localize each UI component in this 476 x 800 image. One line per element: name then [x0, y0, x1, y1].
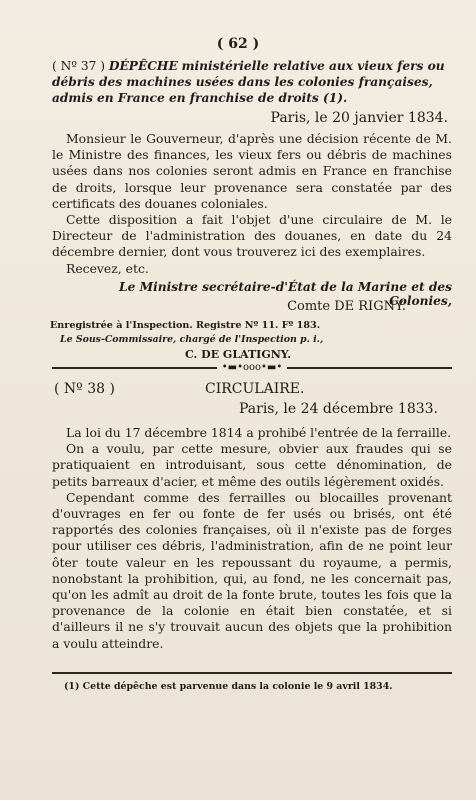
dispatch-title-rest: ministérielle relative aux vieux fers ou débris des machines usées dans les colonies françaises, admis en France en franchise de droits (1). — [52, 59, 445, 105]
circular-title: CIRCULAIRE. — [205, 381, 305, 397]
circular-paragraph: On a voulu, par cette mesure, obvier aux fraudes qui se pratiquaient en introduisant, sous cette dénomination, de petits barreaux d'acier, et même des outils légèrement oxidés. — [52, 441, 452, 489]
separator-ornament: •▬•ooo•▬• — [221, 362, 283, 373]
dispatch-body — [52, 131, 452, 277]
separator-rule-left — [52, 367, 217, 369]
dispatch-number: ( Nº 37 ) — [52, 59, 106, 73]
signature-title: Le Ministre secrétaire-d'État de la Marine et des Colonies, — [119, 280, 452, 308]
footnote: (1) Cette dépêche est parvenue dans la colonie le 9 avril 1834. — [64, 681, 393, 692]
circular-date: Paris, le 24 décembre 1833. — [239, 401, 438, 417]
circular-number: ( Nº 38 ) — [54, 381, 115, 397]
separator-rule-right — [287, 367, 452, 369]
signature-name: Comte DE RIGNY. — [287, 299, 406, 314]
sous-commissaire-name: C. DE GLATIGNY. — [184, 348, 292, 361]
footnote-rule — [52, 672, 452, 674]
circular-body — [52, 425, 452, 652]
circular-paragraph: Cependant comme des ferrailles ou blocailles provenant d'ouvrages en fer ou fonte de fer usés ou brisés, ont été rapportés des colonies françaises, où il n'existe pas de forges pour utiliser ces débris, l'administration, afin de ne point leur ôter toute valeur en les repoussant du royaume, a permis, nonobstant la prohibition, qui, au fond, ne les concernait pas, qu'on les admît au droit de la fonte brute, toutes les fois que la provenance de la colonie en était bien constatée, et si d'ailleurs il ne s'y trouvait aucun des objets que la prohibition a voulu atteindre. — [52, 489, 452, 651]
dispatch-title-word: DÉPÊCHE — [108, 59, 178, 73]
dispatch-paragraph: Monsieur le Gouverneur, d'après une décision récente de M. le Ministre des finances, les vieux fers ou débris de machines usées dans nos colonies seront admis en France en franchise de droits, lorsque leur provenance sera constatée par des certificats des douanes coloniales. — [52, 131, 452, 211]
registration-note: Enregistrée à l'Inspection. Registre Nº 11. Fº 183. — [50, 320, 321, 331]
circular-paragraph: La loi du 17 décembre 1814 a prohibé l'entrée de la ferraille. — [66, 425, 452, 440]
page-number: ( 62 ) — [216, 36, 260, 52]
section-separator — [52, 363, 452, 375]
dispatch-heading — [52, 58, 452, 106]
sous-commissaire-line: Le Sous-Commissaire, chargé de l'Inspection p. i., — [60, 334, 324, 345]
dispatch-date: Paris, le 20 janvier 1834. — [270, 110, 448, 126]
dispatch-closing: Recevez, etc. — [66, 260, 149, 276]
dispatch-paragraph: Cette disposition a fait l'objet d'une circulaire de M. le Directeur de l'administration des douanes, en date du 24 décembre dernier, dont vous trouverez ici des exemplaires. — [52, 212, 452, 260]
